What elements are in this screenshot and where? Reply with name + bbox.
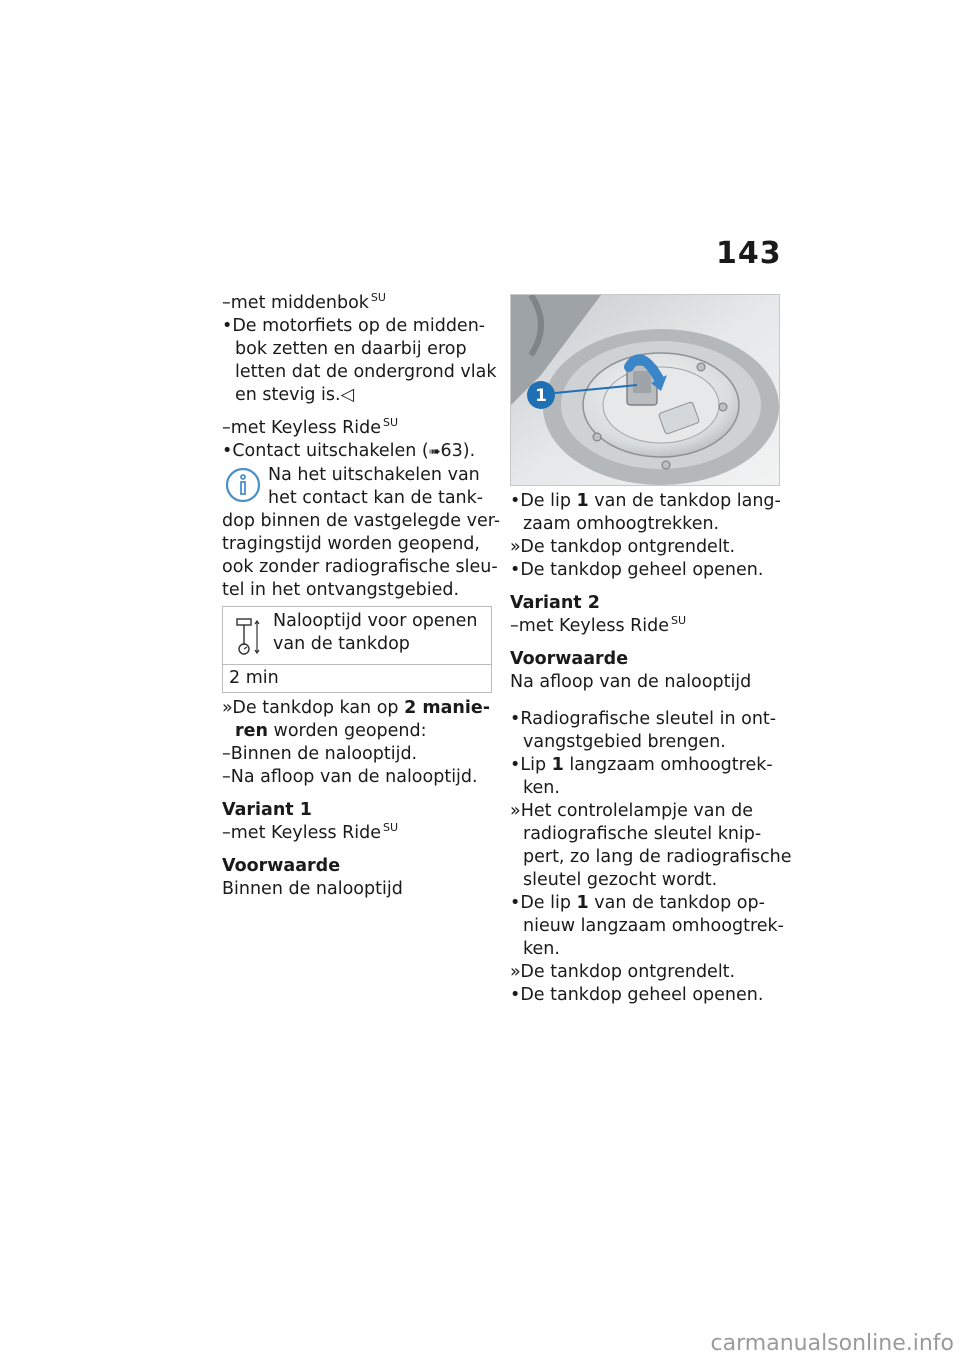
condition-center-stand: –met middenbok $^{SU}$ <box>222 291 386 313</box>
left-column <box>222 291 501 901</box>
figure-callout-1: 1 <box>535 386 547 406</box>
table-header-line: Nalooptijd voor openen <box>273 611 478 631</box>
step-line: ken. <box>523 778 560 798</box>
result-line: pert, zo lang de radiografische <box>523 847 792 867</box>
variant-2-heading: Variant 2 <box>510 593 600 613</box>
info-line: tragingstijd worden geopend, <box>222 534 480 554</box>
step-line: nieuw langzaam omhoogtrek- <box>523 916 784 936</box>
result-line: sleutel gezocht wordt. <box>523 870 718 890</box>
step-line: ken. <box>523 939 560 959</box>
step-open-fully-1: •De tankdop geheel openen. <box>510 560 764 580</box>
precondition-text-2: Na afloop van de nalooptijd <box>510 672 752 692</box>
condition-keyless-ride-v2: –met Keyless Ride $^{SU}$ <box>510 614 687 636</box>
step-line: bok zetten en daarbij erop <box>235 339 467 359</box>
step-line: letten dat de ondergrond vlak <box>235 362 497 382</box>
step-line: zaam omhoogtrekken. <box>523 514 720 534</box>
delay-table-header <box>223 607 491 665</box>
step-line: vangstgebied brengen. <box>523 732 726 752</box>
variant-1-heading: Variant 1 <box>222 800 312 820</box>
info-line: Na het uitschakelen van <box>268 465 480 485</box>
delay-table <box>222 606 492 693</box>
info-note <box>222 464 501 602</box>
delay-table-value: 2 min <box>229 668 279 688</box>
fuel-cap-illustration <box>511 295 780 486</box>
step-ignition-off: •Contact uitschakelen (➠63). <box>222 441 476 461</box>
fuel-cap-figure <box>510 294 780 486</box>
info-line: dop binnen de vastgelegde ver- <box>222 511 501 531</box>
condition-keyless-ride: –met Keyless Ride $^{SU}$ <box>222 416 399 438</box>
watermark: carmanualsonline.info <box>710 1331 954 1356</box>
result-unlocks-2: »De tankdop ontgrendelt. <box>510 962 736 982</box>
result-line: radiografische sleutel knip- <box>523 824 762 844</box>
step-pull-tab: •De lip 1 van de tankdop lang- <box>510 491 781 511</box>
info-icon <box>224 466 262 504</box>
step-line: en stevig is.◁ <box>235 385 355 405</box>
result-key-lamp-flashes: »Het controlelampje van de <box>510 801 754 821</box>
timer-icon <box>235 617 261 657</box>
step-open-fully-2: •De tankdop geheel openen. <box>510 985 764 1005</box>
step-pull-tab-slowly: •Lip 1 langzaam omhoogtrek- <box>510 755 773 775</box>
result-two-ways: »De tankdop kan op 2 manie- <box>222 698 490 718</box>
right-column <box>510 490 792 1007</box>
page-number: 143 <box>716 236 782 271</box>
page-ref-arrow-icon: ➠ <box>428 444 441 460</box>
info-line: tel in het ontvangstgebied. <box>222 580 460 600</box>
result-unlocks-1: »De tankdop ontgrendelt. <box>510 537 736 557</box>
result-line: ren worden geopend: <box>235 721 427 741</box>
step-pull-tab-again: •De lip 1 van de tankdop op- <box>510 893 765 913</box>
precondition-text-1: Binnen de nalooptijd <box>222 879 403 899</box>
step-center-stand: •De motorfiets op de midden- <box>222 316 486 336</box>
info-line: het contact kan de tank- <box>268 488 484 508</box>
end-mark: ◁ <box>340 385 355 405</box>
condition-keyless-ride-v1: –met Keyless Ride $^{SU}$ <box>222 821 399 843</box>
sub-after-delay: –Na afloop van de nalooptijd. <box>222 767 478 787</box>
table-header-line: van de tankdop <box>273 634 410 654</box>
precondition-heading-1: Voorwaarde <box>222 856 341 876</box>
precondition-heading-2: Voorwaarde <box>510 649 629 669</box>
info-line: ook zonder radiografische sleu- <box>222 557 498 577</box>
sub-within-delay: –Binnen de nalooptijd. <box>222 744 418 764</box>
step-key-in-range: •Radiografische sleutel in ont- <box>510 709 777 729</box>
